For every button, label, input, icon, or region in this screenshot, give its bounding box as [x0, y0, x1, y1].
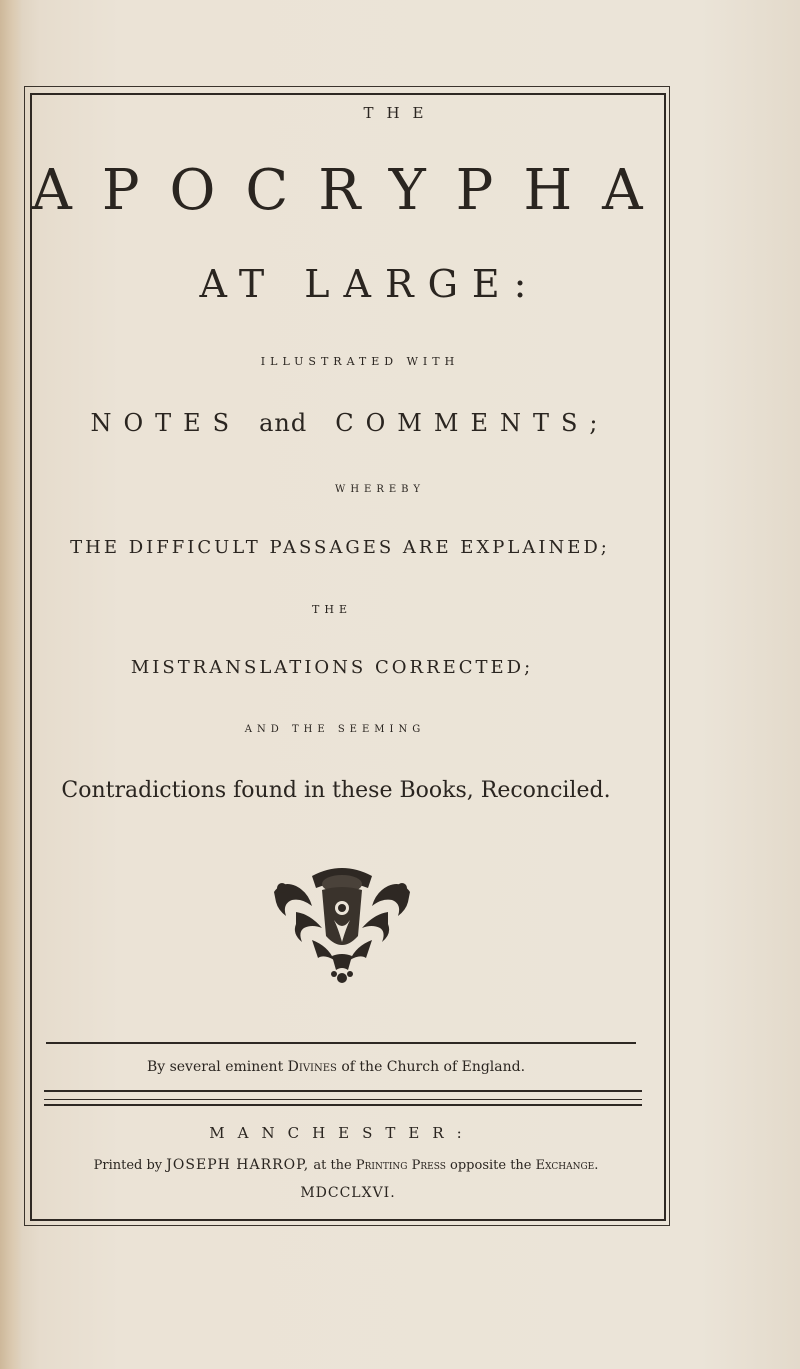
divines-word: Divines	[287, 1059, 337, 1075]
imprint-year: MDCCLXVI.	[300, 1185, 396, 1201]
exchange: Exchange.	[535, 1158, 599, 1173]
imprint-printer-line	[0, 1157, 746, 1173]
divines-prefix: By several eminent	[146, 1059, 284, 1075]
comments-word: COMMENTS;	[335, 409, 610, 437]
divines-line	[0, 1059, 736, 1075]
crest-ornament-icon	[272, 862, 412, 984]
rule-double-3	[44, 1104, 642, 1106]
printer-name: JOSEPH HARROP,	[166, 1157, 310, 1173]
printed-by: Printed by	[93, 1158, 163, 1173]
the-connector: THE	[312, 603, 352, 616]
imprint-city: MANCHESTER:	[209, 1124, 475, 1142]
rule-double-1	[44, 1090, 642, 1092]
notes-and-comments	[0, 409, 750, 437]
printing-press: Printing Press	[355, 1158, 446, 1173]
whereby: WHEREBY	[335, 484, 425, 495]
and-word: and	[259, 409, 308, 437]
rule-top	[46, 1042, 636, 1044]
difficult-passages: THE DIFFICULT PASSAGES ARE EXPLAINED;	[70, 537, 610, 558]
divines-suffix: of the Church of England.	[341, 1059, 526, 1075]
contradictions-reconciled: Contradictions found in these Books, Reconciled.	[61, 778, 611, 803]
heading-the: THE	[363, 104, 437, 122]
mistranslations-corrected: MISTRANSLATIONS CORRECTED;	[130, 657, 534, 678]
notes-word: NOTES	[90, 409, 242, 437]
title-sub: AT LARGE:	[199, 262, 541, 306]
at-the: at the	[313, 1158, 352, 1173]
illustrated-with: ILLUSTRATED WITH	[260, 355, 460, 368]
title-main: APOCRYPHA	[31, 158, 673, 223]
opposite-the: opposite the	[450, 1158, 532, 1173]
and-the-seeming: AND THE SEEMING	[244, 724, 426, 735]
rule-double-2	[44, 1099, 642, 1100]
